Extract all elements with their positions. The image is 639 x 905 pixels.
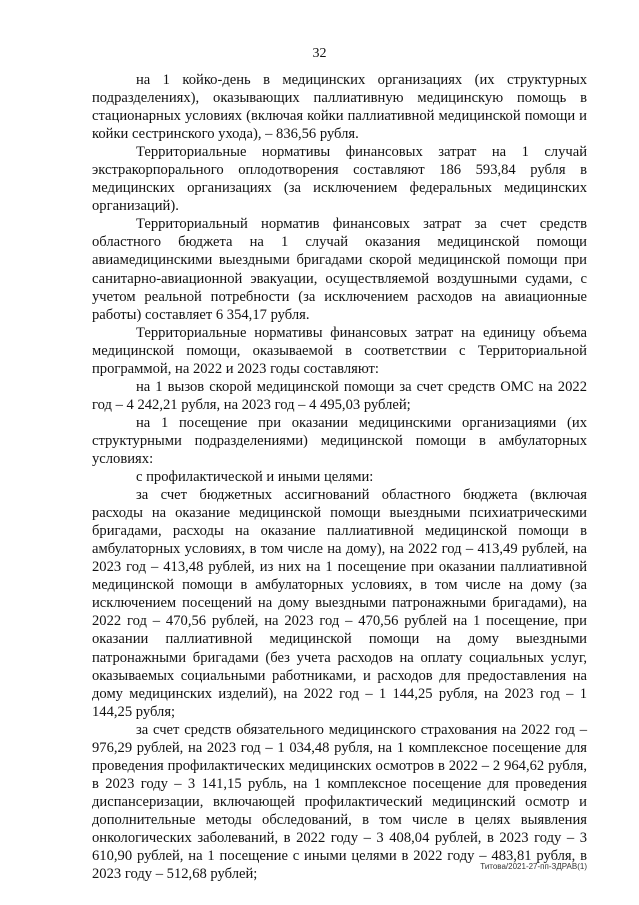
paragraph-air-ambulance-cost: Территориальный норматив финансовых затрат за счет средств областного бюджета на 1 случай оказания медицинской помощи авиамедицинскими выездными бригадами скорой медицинской помощи при санитарно-авиационной эвакуации, осуществляемой воздушными судами, с учетом реальной потребности (за исключением расходов на авиационные работы) составляет 6 354,17 рубля. [92, 216, 587, 323]
paragraph-outpatient-visit: на 1 посещение при оказании медицинскими организациями (их структурными подразделениями) медицинской помощи в амбулаторных условиях: [92, 414, 587, 467]
footer-document-code: Титова/2021-27-пп-ЗДРАВ(1) [480, 862, 587, 871]
page-number: 32 [312, 46, 327, 61]
paragraph-palliative-bed-day: на 1 койко-день в медицинских организациях (их структурных подразделениях), оказывающих паллиативную медицинскую помощь в стационарных условиях (включая койки паллиативной медицинской помощи и койки сестринского ухода), – 836,56 рубля. [92, 72, 587, 143]
paragraph-emergency-call-cost: на 1 вызов скорой медицинской помощи за счет средств ОМС на 2022 год – 4 242,21 рубля, на 2023 год – 4 495,03 рублей; [92, 378, 587, 413]
document-body [92, 71, 587, 883]
paragraph-regional-budget-costs: за счет бюджетных ассигнований областного бюджета (включая расходы на оказание медицинской помощи выездными психиатрическими бригадами, расходы на оказание паллиативной медицинской помощи в амбулаторных условиях, в том числе на дому), на 2022 год – 413,49 рублей, на 2023 год – 413,48 рублей, из них на 1 посещение при оказании паллиативной медицинской помощи в амбулаторных условиях, в том числе на дому (за исключением посещений на дому выездными патронажными бригадами), на 2022 год – 470,56 рублей, на 2023 год – 470,56 рублей на 1 посещение, при оказании паллиативной медицинской помощи на дому выездными патронажными бригадами (без учета расходов на оплату социальных услуг, оказываемых социальными работниками, и расходов для предоставления на дому медицинских изделий), на 2022 год – 1 144,25 рубля, на 2023 год – 1 144,25 рубля; [92, 487, 587, 720]
paragraph-oms-costs: за счет средств обязательного медицинского страхования на 2022 год – 976,29 рублей, на 2023 год – 1 034,48 рубля, на 1 комплексное посещение для проведения профилактических медицинских осмотров в 2022 – 2 964,62 рубля, в 2023 году – 3 141,15 рубль, на 1 комплексное посещение для проведения диспансеризации, включающей профилактический медицинский осмотр и дополнительные методы обследований, в том числе в целях выявления онкологических заболеваний, в 2022 году – 3 408,04 рублей, в 2023 году – 3 610,90 рублей, на 1 посещение с иными целями в 2022 году – 483,81 рубля, в 2023 году – 512,68 рублей; [92, 721, 587, 883]
paragraph-preventive-purposes: с профилактической и иными целями: [136, 469, 374, 486]
paragraph-ivf-cost: Территориальные нормативы финансовых затрат на 1 случай экстракорпорального оплодотворения составляют 186 593,84 рубля в медицинских организациях (за исключением федеральных медицинских организаций). [92, 144, 587, 215]
paragraph-unit-cost-intro: Территориальные нормативы финансовых затрат на единицу объема медицинской помощи, оказываемой в соответствии с Территориальной программой, на 2022 и 2023 годы составляют: [92, 324, 587, 377]
